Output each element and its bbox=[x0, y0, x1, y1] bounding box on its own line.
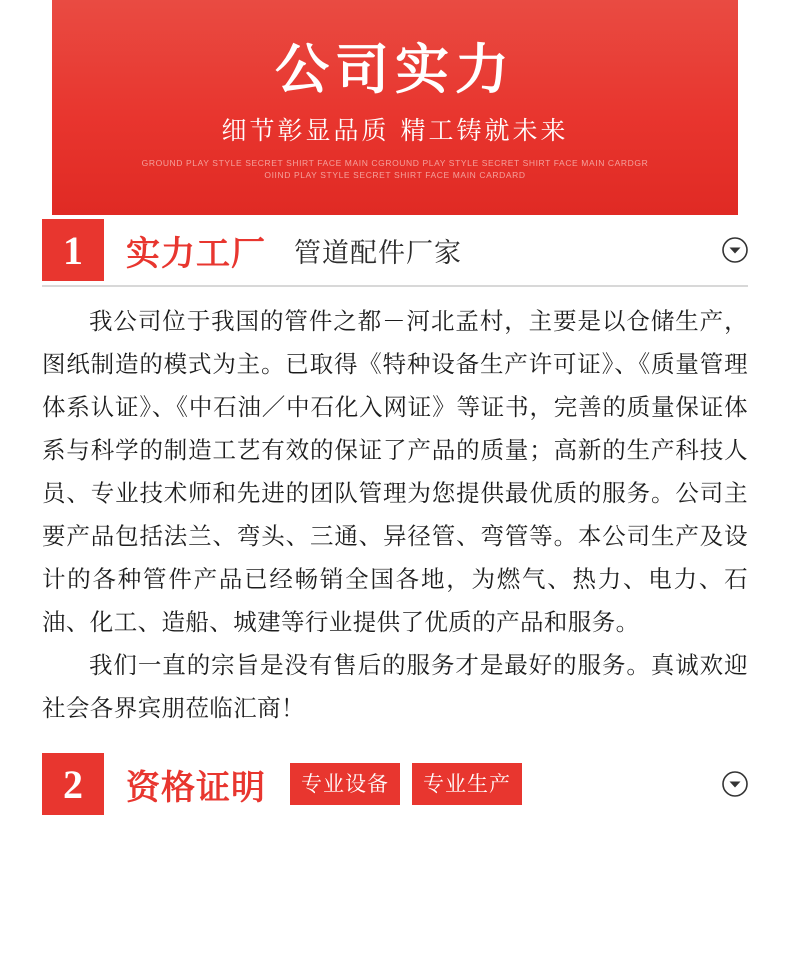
section-1-header bbox=[42, 215, 748, 285]
banner-title: 公司实力 bbox=[275, 38, 515, 101]
section-2-title: 资格证明 bbox=[126, 767, 266, 808]
banner-right-spacer bbox=[738, 0, 790, 215]
section-1-number: 1 bbox=[42, 219, 104, 281]
section-1-paragraph-1: 我公司位于我国的管件之都－河北孟村，主要是以仓储生产，图纸制造的模式为主。已取得《特种设备生产许可证》、《质量管理体系认证》、《中石油／中石化入网证》等证书，完善的质量保证体系与科学的制造工艺有效的保证了产品的质量；高新的生产科技人员、专业技术师和先进的团队管理为您提供最优质的服务。公司主要产品包括法兰、弯头、三通、异径管、弯管等。本公司生产及设计的各种管件产品已经畅销全国各地，为燃气、热力、电力、石油、化工、造船、城建等行业提供了优质的产品和服务。 bbox=[42, 309, 748, 636]
section-strength-factory bbox=[0, 215, 790, 731]
section-1-body bbox=[42, 301, 748, 731]
section-qualification bbox=[0, 749, 790, 819]
page-banner bbox=[0, 0, 790, 215]
section-2-tag-2: 专业生产 bbox=[412, 763, 522, 805]
section-1-divider bbox=[42, 285, 748, 287]
section-1-paragraph-2: 我们一直的宗旨是没有售后的服务才是最好的服务。真诚欢迎社会各界宾朋莅临汇商！ bbox=[42, 653, 748, 722]
banner-content bbox=[52, 0, 738, 215]
banner-decorative-text bbox=[52, 157, 738, 183]
section-2-tag-1: 专业设备 bbox=[290, 763, 400, 805]
section-2-header bbox=[42, 749, 748, 819]
banner-decorative-line-2: OIIND PLAY STYLE SECRET SHIRT FACE MAIN CARDARD bbox=[264, 170, 526, 181]
chevron-down-circle-icon[interactable] bbox=[722, 237, 748, 263]
section-1-subtitle: 管道配件厂家 bbox=[294, 237, 462, 269]
banner-decorative-line-1: GROUND PLAY STYLE SECRET SHIRT FACE MAIN CGROUND PLAY STYLE SECRET SHIRT FACE MAIN CARDGR bbox=[141, 157, 649, 168]
banner-subtitle: 细节彰显品质 精工铸就未来 bbox=[221, 115, 569, 145]
chevron-down-circle-icon[interactable] bbox=[722, 771, 748, 797]
banner-left-spacer bbox=[0, 0, 52, 215]
section-1-title: 实力工厂 bbox=[126, 233, 266, 274]
section-2-tag-list bbox=[290, 763, 522, 805]
section-2-number: 2 bbox=[42, 753, 104, 815]
